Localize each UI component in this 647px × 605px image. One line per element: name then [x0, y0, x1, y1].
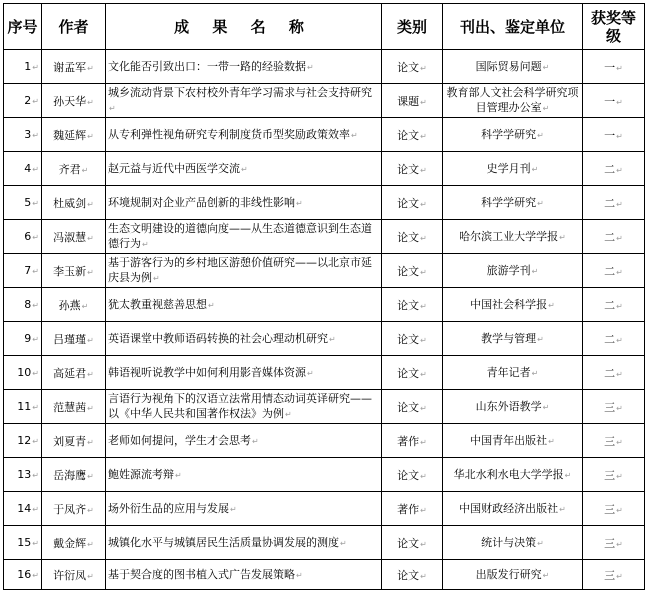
cell-end-mark-icon: ↵ — [32, 403, 39, 412]
cell-end-mark-icon: ↵ — [87, 571, 94, 581]
cell-end-mark-icon: ↵ — [81, 301, 89, 311]
table-row — [4, 390, 645, 424]
cell-no: 16↵ — [4, 560, 42, 590]
cell-publication: 教育部人文社会科学研究项目管理办公室↵ — [443, 84, 583, 118]
cell-end-mark-icon: ↵ — [329, 334, 336, 344]
cell-end-mark-icon: ↵ — [564, 470, 572, 480]
cell-end-mark-icon: ↵ — [32, 539, 39, 548]
cell-publication: 青年记者↵ — [443, 356, 583, 390]
cell-end-mark-icon: ↵ — [175, 470, 182, 480]
cell-level: 二↵ — [583, 254, 645, 288]
table-row — [4, 560, 645, 590]
cell-publication: 教学与管理↵ — [443, 322, 583, 356]
cell-no: 3↵ — [4, 118, 42, 152]
cell-author: 岳海鹰↵ — [42, 458, 106, 492]
cell-type: 论文↵ — [382, 186, 443, 220]
cell-end-mark-icon: ↵ — [616, 369, 623, 379]
table-row — [4, 322, 645, 356]
cell-level: 二↵ — [583, 356, 645, 390]
cell-end-mark-icon: ↵ — [420, 63, 427, 73]
cell-end-mark-icon: ↵ — [142, 240, 149, 249]
cell-end-mark-icon: ↵ — [537, 130, 544, 140]
cell-end-mark-icon: ↵ — [87, 233, 94, 243]
cell-author: 孙天华↵ — [42, 84, 106, 118]
cell-type: 论文↵ — [382, 322, 443, 356]
table-row — [4, 458, 645, 492]
cell-end-mark-icon: ↵ — [616, 403, 623, 413]
cell-end-mark-icon: ↵ — [87, 505, 94, 515]
cell-end-mark-icon: ↵ — [32, 301, 39, 310]
cell-type: 论文↵ — [382, 560, 443, 590]
cell-no: 12↵ — [4, 424, 42, 458]
cell-publication: 出版发行研究↵ — [443, 560, 583, 590]
cell-title: 城镇化水平与城镇居民生活质量协调发展的测度↵ — [106, 526, 382, 560]
cell-end-mark-icon: ↵ — [32, 437, 39, 446]
cell-end-mark-icon: ↵ — [548, 436, 555, 446]
cell-no: 15↵ — [4, 526, 42, 560]
cell-publication: 统计与决策↵ — [443, 526, 583, 560]
cell-end-mark-icon: ↵ — [87, 369, 94, 379]
cell-title: 基于游客行为的乡村地区游憩价值研究——以北京市延庆县为例↵ — [106, 254, 382, 288]
cell-end-mark-icon: ↵ — [616, 471, 623, 481]
cell-end-mark-icon: ↵ — [87, 539, 94, 549]
cell-end-mark-icon: ↵ — [296, 570, 303, 580]
cell-end-mark-icon: ↵ — [542, 402, 550, 412]
cell-end-mark-icon: ↵ — [420, 267, 427, 277]
cell-title: 从专利弹性视角研究专利制度货币型奖励政策效率↵ — [106, 118, 382, 152]
cell-end-mark-icon: ↵ — [420, 165, 427, 175]
cell-end-mark-icon: ↵ — [285, 410, 292, 419]
cell-end-mark-icon: ↵ — [87, 267, 94, 277]
header-no: 序号 — [4, 4, 42, 50]
table-row — [4, 118, 645, 152]
cell-type: 课题↵ — [382, 84, 443, 118]
cell-end-mark-icon: ↵ — [32, 471, 39, 480]
cell-level: 二↵ — [583, 288, 645, 322]
table-row — [4, 526, 645, 560]
cell-type: 论文↵ — [382, 254, 443, 288]
cell-end-mark-icon: ↵ — [351, 130, 358, 140]
cell-author: 魏延辉↵ — [42, 118, 106, 152]
cell-end-mark-icon: ↵ — [32, 233, 39, 242]
cell-end-mark-icon: ↵ — [32, 165, 39, 174]
cell-end-mark-icon: ↵ — [616, 199, 623, 209]
cell-end-mark-icon: ↵ — [542, 104, 550, 113]
cell-no: 2↵ — [4, 84, 42, 118]
cell-author: 齐君↵ — [42, 152, 106, 186]
cell-publication: 哈尔滨工业大学学报↵ — [443, 220, 583, 254]
cell-author: 范慧茜↵ — [42, 390, 106, 424]
cell-title: 言语行为视角下的汉语立法常用情态动词英译研究——以《中华人民共和国著作权法》为例↵ — [106, 390, 382, 424]
cell-end-mark-icon: ↵ — [616, 131, 623, 141]
header-row — [4, 4, 645, 50]
cell-end-mark-icon: ↵ — [81, 165, 89, 175]
table-row — [4, 254, 645, 288]
cell-end-mark-icon: ↵ — [420, 571, 427, 581]
cell-title: 鲍姓源流考辩↵ — [106, 458, 382, 492]
cell-level: 一↵ — [583, 118, 645, 152]
cell-type: 论文↵ — [382, 50, 443, 84]
cell-type: 论文↵ — [382, 288, 443, 322]
cell-end-mark-icon: ↵ — [307, 368, 314, 378]
cell-end-mark-icon: ↵ — [420, 131, 427, 141]
cell-publication: 中国社会科学报↵ — [443, 288, 583, 322]
cell-end-mark-icon: ↵ — [420, 301, 427, 311]
cell-end-mark-icon: ↵ — [252, 436, 259, 446]
cell-end-mark-icon: ↵ — [32, 199, 39, 208]
cell-publication: 科学学研究↵ — [443, 118, 583, 152]
cell-end-mark-icon: ↵ — [420, 471, 427, 481]
cell-author: 高延君↵ — [42, 356, 106, 390]
cell-end-mark-icon: ↵ — [616, 335, 623, 345]
cell-end-mark-icon: ↵ — [420, 505, 427, 515]
table-row — [4, 492, 645, 526]
cell-author: 杜威剑↵ — [42, 186, 106, 220]
table-row — [4, 84, 645, 118]
cell-end-mark-icon: ↵ — [32, 97, 39, 106]
cell-end-mark-icon: ↵ — [340, 538, 347, 548]
cell-end-mark-icon: ↵ — [109, 104, 116, 113]
cell-end-mark-icon: ↵ — [153, 274, 160, 283]
cell-end-mark-icon: ↵ — [420, 335, 427, 345]
cell-no: 14↵ — [4, 492, 42, 526]
cell-type: 论文↵ — [382, 220, 443, 254]
cell-title: 环境规制对企业产品创新的非线性影响↵ — [106, 186, 382, 220]
cell-end-mark-icon: ↵ — [208, 300, 215, 310]
cell-level: 一↵ — [583, 50, 645, 84]
cell-author: 于凤齐↵ — [42, 492, 106, 526]
cell-end-mark-icon: ↵ — [531, 266, 539, 276]
cell-title: 英语课堂中教师语码转换的社会心理动机研究↵ — [106, 322, 382, 356]
cell-title: 赵元益与近代中西医学交流↵ — [106, 152, 382, 186]
cell-type: 论文↵ — [382, 152, 443, 186]
cell-end-mark-icon: ↵ — [616, 97, 623, 107]
cell-author: 刘夏青↵ — [42, 424, 106, 458]
cell-end-mark-icon: ↵ — [542, 62, 550, 72]
cell-end-mark-icon: ↵ — [420, 403, 427, 413]
cell-publication: 科学学研究↵ — [443, 186, 583, 220]
cell-end-mark-icon: ↵ — [537, 334, 544, 344]
cell-title: 文化能否引致出口：一带一路的经验数据↵ — [106, 50, 382, 84]
table-row — [4, 220, 645, 254]
table-row — [4, 152, 645, 186]
cell-publication: 华北水利水电大学学报↵ — [443, 458, 583, 492]
cell-end-mark-icon: ↵ — [420, 539, 427, 549]
cell-end-mark-icon: ↵ — [420, 369, 427, 379]
header-publication: 刊出、鉴定单位 — [443, 4, 583, 50]
cell-end-mark-icon: ↵ — [420, 97, 427, 107]
table-row — [4, 288, 645, 322]
cell-no: 6↵ — [4, 220, 42, 254]
cell-end-mark-icon: ↵ — [616, 63, 623, 73]
cell-end-mark-icon: ↵ — [616, 571, 623, 581]
cell-end-mark-icon: ↵ — [32, 335, 39, 344]
cell-end-mark-icon: ↵ — [616, 165, 623, 175]
header-type: 类别 — [382, 4, 443, 50]
table-row — [4, 186, 645, 220]
cell-publication: 中国青年出版社↵ — [443, 424, 583, 458]
cell-type: 论文↵ — [382, 526, 443, 560]
cell-level: 三↵ — [583, 424, 645, 458]
cell-level: 三↵ — [583, 390, 645, 424]
cell-level: 二↵ — [583, 152, 645, 186]
cell-level: 一↵ — [583, 84, 645, 118]
cell-author: 孙燕↵ — [42, 288, 106, 322]
cell-type: 著作↵ — [382, 492, 443, 526]
cell-end-mark-icon: ↵ — [559, 232, 566, 242]
cell-author: 冯淑慧↵ — [42, 220, 106, 254]
cell-title: 犹太教重视慈善思想↵ — [106, 288, 382, 322]
cell-end-mark-icon: ↵ — [420, 199, 427, 209]
cell-publication: 史学月刊↵ — [443, 152, 583, 186]
cell-level: 三↵ — [583, 526, 645, 560]
cell-end-mark-icon: ↵ — [230, 504, 237, 514]
cell-end-mark-icon: ↵ — [87, 471, 94, 481]
cell-end-mark-icon: ↵ — [420, 233, 427, 243]
cell-end-mark-icon: ↵ — [531, 368, 539, 378]
cell-end-mark-icon: ↵ — [559, 504, 566, 514]
table-row — [4, 424, 645, 458]
cell-no: 7↵ — [4, 254, 42, 288]
cell-type: 论文↵ — [382, 390, 443, 424]
cell-end-mark-icon: ↵ — [32, 63, 39, 72]
cell-publication: 山东外语教学↵ — [443, 390, 583, 424]
cell-author: 吕瑾瑾↵ — [42, 322, 106, 356]
cell-end-mark-icon: ↵ — [296, 198, 303, 208]
cell-author: 谢孟军↵ — [42, 50, 106, 84]
cell-title: 城乡流动背景下农村校外青年学习需求与社会支持研究↵ — [106, 84, 382, 118]
cell-end-mark-icon: ↵ — [87, 403, 94, 413]
cell-no: 8↵ — [4, 288, 42, 322]
cell-end-mark-icon: ↵ — [616, 539, 623, 549]
cell-no: 4↵ — [4, 152, 42, 186]
cell-type: 论文↵ — [382, 458, 443, 492]
cell-no: 13↵ — [4, 458, 42, 492]
cell-no: 11↵ — [4, 390, 42, 424]
cell-end-mark-icon: ↵ — [87, 199, 94, 209]
cell-end-mark-icon: ↵ — [32, 505, 39, 514]
cell-end-mark-icon: ↵ — [616, 505, 623, 515]
cell-type: 论文↵ — [382, 118, 443, 152]
table-row — [4, 356, 645, 390]
cell-level: 二↵ — [583, 322, 645, 356]
awards-table — [3, 3, 645, 590]
cell-publication: 中国财政经济出版社↵ — [443, 492, 583, 526]
cell-end-mark-icon: ↵ — [87, 437, 94, 447]
cell-title: 生态文明建设的道德向度——从生态道德意识到生态道德行为↵ — [106, 220, 382, 254]
cell-end-mark-icon: ↵ — [616, 233, 623, 243]
cell-level: 三↵ — [583, 560, 645, 590]
cell-level: 三↵ — [583, 458, 645, 492]
cell-no: 9↵ — [4, 322, 42, 356]
cell-end-mark-icon: ↵ — [32, 267, 39, 276]
cell-author: 许衍凤↵ — [42, 560, 106, 590]
cell-author: 李玉新↵ — [42, 254, 106, 288]
cell-end-mark-icon: ↵ — [307, 62, 314, 72]
cell-end-mark-icon: ↵ — [32, 369, 39, 378]
cell-level: 二↵ — [583, 220, 645, 254]
cell-no: 10↵ — [4, 356, 42, 390]
cell-end-mark-icon: ↵ — [537, 198, 544, 208]
cell-publication: 旅游学刊↵ — [443, 254, 583, 288]
table-row — [4, 50, 645, 84]
cell-type: 著作↵ — [382, 424, 443, 458]
cell-end-mark-icon: ↵ — [420, 437, 427, 447]
cell-type: 论文↵ — [382, 356, 443, 390]
cell-end-mark-icon: ↵ — [87, 335, 94, 345]
cell-end-mark-icon: ↵ — [32, 131, 39, 140]
cell-end-mark-icon: ↵ — [548, 300, 555, 310]
cell-end-mark-icon: ↵ — [616, 301, 623, 311]
cell-title: 基于契合度的图书植入式广告发展策略↵ — [106, 560, 382, 590]
cell-title: 老师如何提问，学生才会思考↵ — [106, 424, 382, 458]
cell-end-mark-icon: ↵ — [531, 164, 539, 174]
cell-end-mark-icon: ↵ — [616, 437, 623, 447]
cell-end-mark-icon: ↵ — [87, 63, 94, 73]
header-author: 作者 — [42, 4, 106, 50]
cell-author: 戴金辉↵ — [42, 526, 106, 560]
cell-end-mark-icon: ↵ — [616, 267, 623, 277]
cell-publication: 国际贸易问题↵ — [443, 50, 583, 84]
cell-title: 韩语视听说教学中如何利用影音媒体资源↵ — [106, 356, 382, 390]
cell-no: 5↵ — [4, 186, 42, 220]
cell-end-mark-icon: ↵ — [87, 97, 94, 107]
header-title: 成 果 名 称 — [106, 4, 382, 50]
cell-end-mark-icon: ↵ — [241, 164, 248, 174]
cell-no: 1↵ — [4, 50, 42, 84]
cell-end-mark-icon: ↵ — [542, 570, 550, 580]
cell-title: 场外衍生品的应用与发展↵ — [106, 492, 382, 526]
cell-end-mark-icon: ↵ — [537, 538, 544, 548]
cell-level: 三↵ — [583, 492, 645, 526]
cell-level: 二↵ — [583, 186, 645, 220]
header-level: 获奖等级 — [583, 4, 645, 50]
cell-end-mark-icon: ↵ — [32, 571, 39, 580]
cell-end-mark-icon: ↵ — [87, 131, 94, 141]
